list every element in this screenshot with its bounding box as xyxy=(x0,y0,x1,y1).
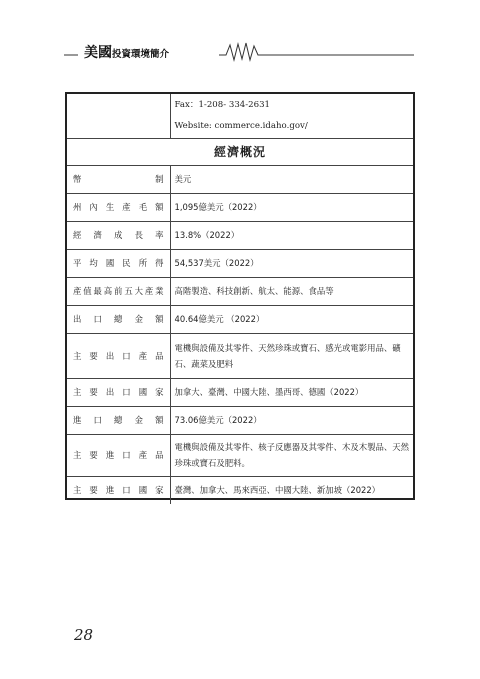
table-row xyxy=(67,165,413,193)
table-row xyxy=(67,406,413,434)
table-row xyxy=(67,305,413,333)
row-label: 幣制 xyxy=(67,165,170,193)
contact-spacer xyxy=(67,94,170,138)
running-header xyxy=(64,40,414,62)
row-value: 40.64億美元 （2022） xyxy=(170,305,413,333)
row-value: 電機與設備及其零件、核子反應器及其零件、木及木製品、天然珍珠或寶石及肥料。 xyxy=(170,434,413,476)
contact-row xyxy=(67,94,413,138)
row-value: 臺灣、加拿大、馬來西亞、中國大陸、新加坡（2022） xyxy=(170,476,413,504)
table-row xyxy=(67,193,413,221)
table-row xyxy=(67,277,413,305)
contact-cell xyxy=(170,94,413,138)
table-row xyxy=(67,378,413,406)
section-title-row xyxy=(67,138,413,165)
row-value: 54,537美元（2022） xyxy=(170,249,413,277)
fax-text: Fax：1-208- 334-2631 xyxy=(174,99,271,110)
table-row xyxy=(67,476,413,504)
header-title-sub: 投資環境簡介 xyxy=(112,49,170,60)
page-number: 28 xyxy=(74,626,94,644)
economy-table-frame xyxy=(65,92,415,500)
row-value: 73.06億美元（2022） xyxy=(170,406,413,434)
row-label: 主要進口產品 xyxy=(67,434,170,476)
row-label: 出口總金額 xyxy=(67,305,170,333)
row-label: 平均國民所得 xyxy=(67,249,170,277)
row-label: 進口總金額 xyxy=(67,406,170,434)
header-title xyxy=(84,42,169,62)
row-value: 1,095億美元（2022） xyxy=(170,193,413,221)
header-title-main: 美國 xyxy=(84,45,112,61)
row-label: 經濟成長率 xyxy=(67,221,170,249)
row-value: 電機與設備及其零件、天然珍珠或寶石、感光或電影用品、礦石、蔬菜及肥料 xyxy=(170,333,413,378)
table-row xyxy=(67,434,413,476)
table-row xyxy=(67,221,413,249)
row-label: 州內生產毛額 xyxy=(67,193,170,221)
row-value: 美元 xyxy=(170,165,413,193)
row-label: 主要進口國家 xyxy=(67,476,170,504)
table-row xyxy=(67,249,413,277)
row-value: 加拿大、臺灣、中國大陸、墨西哥、德國（2022） xyxy=(170,378,413,406)
row-value: 高階製造、科技創新、航太、能源、食品等 xyxy=(170,277,413,305)
section-title: 經濟概況 xyxy=(67,138,413,165)
website-text: Website: commerce.idaho.gov/ xyxy=(174,120,308,131)
table-row xyxy=(67,333,413,378)
row-label: 主要出口國家 xyxy=(67,378,170,406)
row-label: 產值最高前五大產業 xyxy=(67,277,170,305)
economy-table xyxy=(67,94,413,504)
row-label: 主要出口產品 xyxy=(67,333,170,378)
row-value: 13.8%（2022） xyxy=(170,221,413,249)
